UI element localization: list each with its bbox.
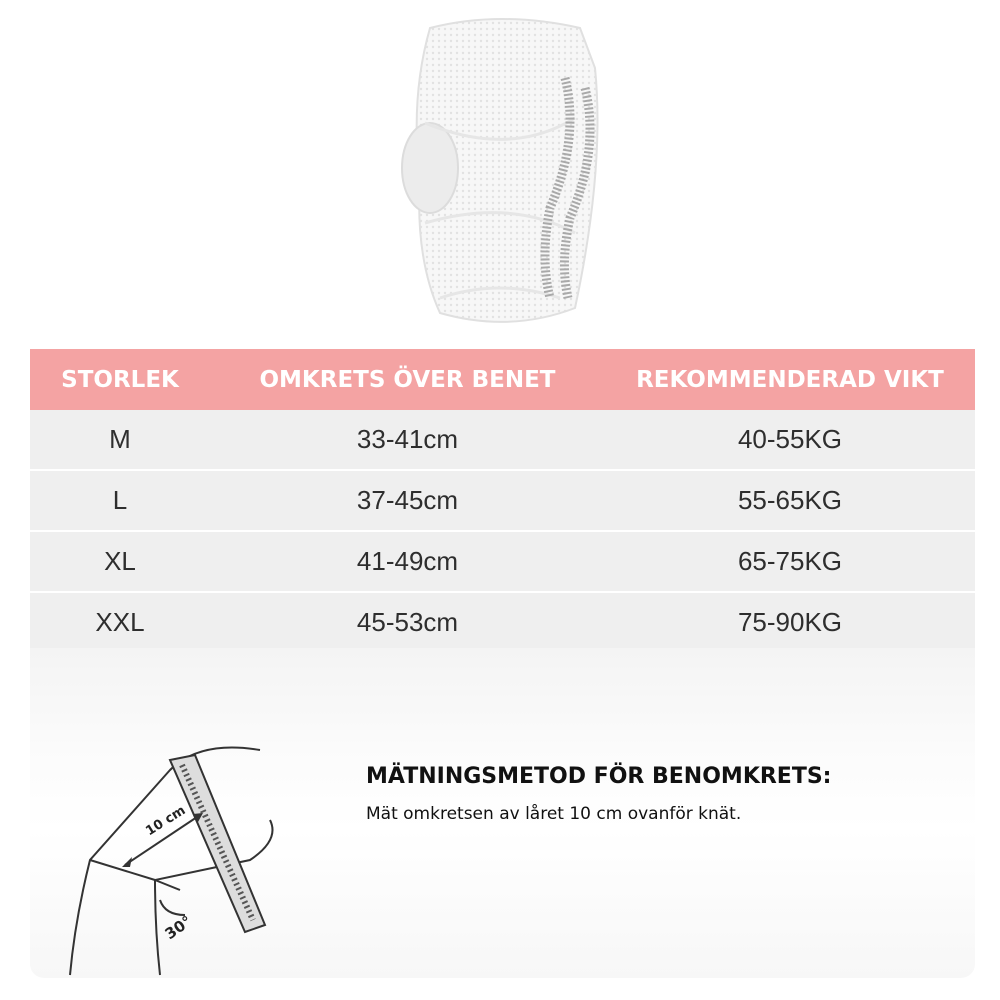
cell-size: M	[109, 424, 131, 454]
cell-circumference: 33-41cm	[356, 424, 459, 454]
leg-measurement-diagram	[60, 740, 290, 980]
measuring-tape	[170, 755, 265, 932]
table-row	[30, 593, 975, 654]
angle-label: 30°	[161, 912, 196, 944]
header-size: STORLEK	[61, 366, 179, 393]
cell-circumference: 37-45cm	[356, 485, 459, 515]
method-text: Mät omkretsen av låret 10 cm ovanför knät.	[366, 804, 742, 824]
table-row	[30, 410, 975, 471]
cell-size: XXL	[95, 607, 145, 637]
cell-circumference: 41-49cm	[356, 546, 459, 576]
table-row	[30, 471, 975, 532]
distance-label: 10 cm	[143, 803, 189, 840]
knee-brace-image	[400, 8, 610, 338]
cell-size: L	[112, 485, 128, 515]
cell-weight: 40-55KG	[737, 424, 843, 454]
table-header	[30, 349, 975, 410]
size-table	[30, 349, 975, 654]
cell-size: XL	[104, 546, 136, 576]
cell-weight: 65-75KG	[737, 546, 843, 576]
header-weight: REKOMMENDERAD VIKT	[636, 366, 944, 393]
cell-weight: 55-65KG	[737, 485, 843, 515]
table-row	[30, 532, 975, 593]
header-circumference: OMKRETS ÖVER BENET	[259, 366, 556, 393]
method-title: MÄTNINGSMETOD FÖR BENOMKRETS:	[366, 764, 832, 789]
cell-weight: 75-90KG	[737, 607, 843, 637]
cell-circumference: 45-53cm	[356, 607, 459, 637]
